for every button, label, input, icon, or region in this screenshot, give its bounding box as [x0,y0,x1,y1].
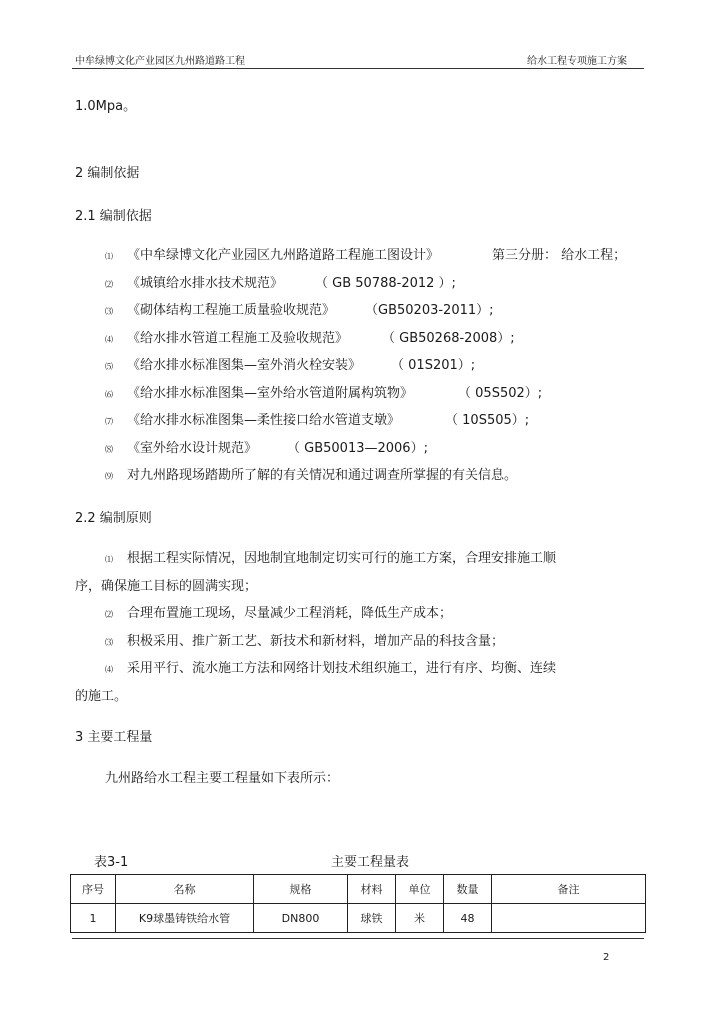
basis-item [105,244,626,263]
col-header-unit: 单位 [396,875,444,904]
item-number: ⑷ [105,665,113,674]
item-name: 《给水排水标准图集—室外消火栓安装》 [127,358,362,373]
header-left: 中牟绿博文化产业园区九州路道路工程 [75,56,245,67]
item-name: 《给水排水管道工程施工及验收规范》 [127,331,349,346]
item-text: 根据工程实际情况，因地制宜地制定切实可行的施工方案，合理安排施工顺 [127,551,557,566]
basis-item [105,464,517,483]
section-2-2-title: 2.2 编制原则 [75,511,152,526]
item-code: （ GB 50788-2012 ）; [315,276,456,291]
item-number: ⑷ [105,335,113,344]
principle-item [105,630,504,649]
basis-item [105,382,542,401]
table-header-row [71,875,646,904]
basis-item [105,299,494,318]
footer-rule [72,938,644,939]
item-code: 第三分册： 给水工程； [492,248,627,263]
basis-item [105,354,475,373]
item-text: 采用平行、流水施工方法和网络计划技术组织施工，进行有序、均衡、连续 [127,661,557,676]
section-2-title: 2 编制依据 [75,166,140,181]
table-row [71,904,646,933]
table-title: 主要工程量表 [331,855,410,870]
header-rule [72,68,644,69]
section-3-intro: 九州路给水工程主要工程量如下表所示： [105,771,340,786]
item-name: 《室外给水设计规范》 [127,441,258,456]
carry-text: 1.0Mpa。 [75,99,137,114]
item-code: （ GB50268-2008）; [382,331,515,346]
item-text: 积极采用、推广新工艺、新技术和新材料，增加产品的科技含量； [127,634,505,649]
principle-item-continued: 的施工。 [75,689,128,704]
principle-item [105,602,452,621]
item-code: （ 10S505）; [445,413,530,428]
item-number: ⑴ [105,555,113,564]
col-header-quantity: 数量 [444,875,492,904]
item-number: ⑴ [105,252,113,261]
principle-item [105,657,556,676]
basis-item [105,272,456,291]
cell-quantity: 48 [444,904,492,933]
basis-item [105,409,529,428]
header-right: 给水工程专项施工方案 [527,56,627,67]
item-number: ⑹ [105,390,113,399]
item-code: （GB50203-2011）; [365,303,494,318]
item-name: 对九州路现场踏勘所了解的有关情况和通过调查所掌握的有关信息。 [127,468,518,483]
cell-spec: DN800 [254,904,348,933]
item-number: ⑶ [105,307,113,316]
item-number: ⑺ [105,417,113,426]
cell-index: 1 [71,904,116,933]
basis-item [105,327,515,346]
item-number: ⑸ [105,362,113,371]
item-name: 《中牟绿博文化产业园区九州路道路工程施工图设计》 [127,248,440,263]
item-code: （ 05S502）; [458,386,543,401]
cell-material: 球铁 [348,904,396,933]
principle-item-continued: 序，确保施工目标的圆满实现； [75,579,258,594]
cell-remarks [492,904,646,933]
col-header-material: 材料 [348,875,396,904]
item-name: 《给水排水标准图集—室外给水管道附属构筑物》 [127,386,414,401]
section-2-1-title: 2.1 编制依据 [75,209,152,224]
item-code: （ GB50013—2006）; [287,441,428,456]
quantity-table [70,874,646,933]
cell-unit: 米 [396,904,444,933]
item-number: ⑶ [105,638,113,647]
item-name: 《城镇给水排水技术规范》 [127,276,284,291]
item-name: 《砌体结构工程施工质量验收规范》 [127,303,336,318]
principle-item [105,547,556,566]
col-header-spec: 规格 [254,875,348,904]
cell-name: K9球墨铸铁给水管 [116,904,254,933]
item-number: ⑵ [105,280,113,289]
col-header-name: 名称 [116,875,254,904]
item-number: ⑵ [105,610,113,619]
table-label: 表3-1 [94,855,129,870]
item-text: 合理布置施工现场，尽量减少工程消耗，降低生产成本； [127,606,453,621]
item-number: ⑻ [105,445,113,454]
item-name: 《给水排水标准图集—柔性接口给水管道支墩》 [127,413,401,428]
item-number: ⑼ [105,472,113,481]
col-header-index: 序号 [71,875,116,904]
col-header-remarks: 备注 [492,875,646,904]
basis-item [105,437,428,456]
item-code: （ 01S201）; [391,358,476,373]
section-3-title: 3 主要工程量 [75,730,153,745]
page-number: 2 [603,952,610,963]
